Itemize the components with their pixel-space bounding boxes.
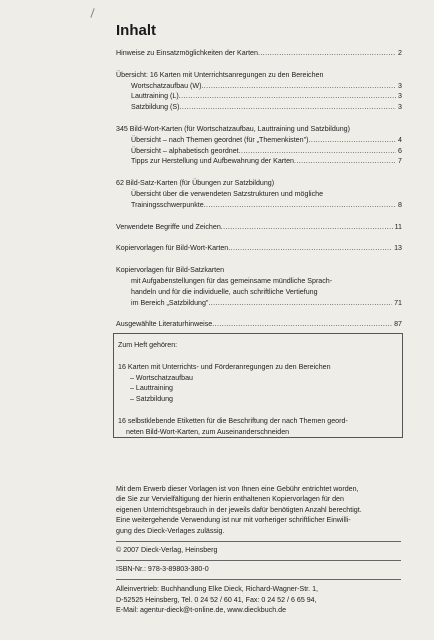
page-title: Inhalt	[116, 22, 156, 39]
box-list-item: – Wortschatzaufbau	[130, 373, 193, 382]
contents-box	[113, 333, 403, 438]
toc-page-number: 3	[398, 92, 402, 101]
toc-subentry-text: Tipps zur Herstellung und Aufbewahrung der Karten	[131, 157, 294, 166]
toc-subentry-text: Übersicht – alphabetisch geordnet	[131, 146, 239, 155]
box-paragraph: 16 selbstklebende Etiketten für die Beschriftung der nach Themen geord-	[118, 416, 348, 425]
toc-subentry-text: Satzbildung (S)	[131, 103, 180, 112]
legal-line: die Sie zur Vervielfältigung der hierin enthaltenen Kopiervorlagen für den	[116, 495, 344, 504]
box-list-item: – Lauttraining	[130, 384, 173, 393]
legal-line: Mit dem Erwerb dieser Vorlagen ist von Ihnen eine Gebühr entrichtet worden,	[116, 485, 359, 493]
toc-page-number: 2	[398, 49, 402, 57]
box-heading: Zum Heft gehören:	[118, 341, 178, 349]
toc-entry-text: Verwendete Begriffe und Zeichen	[116, 222, 221, 231]
toc-page-number: 13	[394, 244, 402, 253]
toc-subentry-text: im Bereich „Satzbildung"	[131, 298, 209, 307]
toc-entry	[116, 265, 402, 308]
toc-entry-text: Hinweise zu Einsatzmöglichkeiten der Karten	[116, 49, 258, 57]
legal-line: Eine weitergehende Verwendung ist nur mit vorheriger schriftlicher Einwilli-	[116, 516, 351, 525]
box-paragraph-continuation: neten Bild-Wort-Karten, zum Auseinanderschneiden	[126, 427, 290, 436]
toc-entry	[116, 124, 402, 167]
toc-subentry-text: handeln und für die individuelle, auch schriftliche Vertiefung	[131, 287, 318, 296]
toc-entry-heading: 62 Bild-Satz-Karten (für Übungen zur Satzbildung)	[116, 179, 275, 188]
toc-page-number: 3	[398, 103, 402, 112]
toc-page-number: 87	[394, 320, 402, 329]
legal-line: gung des Dieck-Verlages zulässig.	[116, 526, 225, 535]
table-of-contents	[116, 48, 402, 341]
toc-subentry-text: Übersicht – nach Themen geordnet (für „Themenkisten")	[131, 135, 309, 144]
toc-entry	[116, 70, 402, 113]
pencil-mark	[90, 8, 94, 18]
box-list-item: – Satzbildung	[130, 395, 173, 404]
divider	[116, 541, 401, 542]
toc-subentry-text: mit Aufgabenstellungen für das gemeinsame mündliche Sprach-	[131, 276, 333, 285]
legal-notice	[116, 484, 406, 536]
toc-subentry-text: Lauttraining (L)	[131, 92, 179, 101]
toc-entry-heading: 345 Bild-Wort-Karten (für Wortschatzaufbau, Lauttraining und Satzbildung)	[116, 124, 350, 133]
toc-page-number: 11	[394, 222, 402, 231]
toc-page-number: 71	[394, 298, 402, 307]
toc-subentry-text: Trainingsschwerpunkte	[131, 200, 204, 209]
toc-entry-text: Ausgewählte Literaturhinweise	[116, 320, 213, 329]
toc-entry-text: Kopiervorlagen für Bild-Wort-Karten	[116, 244, 229, 253]
address-line: Alleinvertrieb: Buchhandlung Elke Dieck, Richard-Wagner-Str. 1,	[116, 585, 319, 593]
copyright: © 2007 Dieck-Verlag, Heinsberg	[116, 546, 218, 554]
toc-entry	[116, 319, 402, 330]
legal-line: eigenen Unterrichtsgebrauch in der jeweils dafür benötigten Anzahl berechtigt.	[116, 505, 362, 514]
address-line: E-Mail: agentur-dieck@t-online.de, www.dieckbuch.de	[116, 606, 287, 615]
toc-subentry-text: Wortschatzaufbau (W)	[131, 81, 202, 90]
toc-page-number: 3	[398, 81, 402, 90]
toc-entry-heading: Kopiervorlagen für Bild-Satzkarten	[116, 266, 225, 275]
divider	[116, 579, 401, 580]
toc-entry	[116, 178, 402, 210]
divider	[116, 560, 401, 561]
toc-page-number: 4	[398, 135, 402, 144]
toc-page-number: 8	[398, 200, 402, 209]
toc-page-number: 7	[398, 157, 402, 166]
toc-entry-heading: Übersicht: 16 Karten mit Unterrichtsanregungen zu den Bereichen	[116, 70, 324, 79]
toc-subentry-text: Übersicht über die verwendeten Satzstrukturen und mögliche	[131, 189, 324, 198]
isbn: ISBN-Nr.: 978-3-89803-380-0	[116, 565, 209, 573]
toc-page-number: 6	[398, 146, 402, 155]
address-line: D-52525 Heinsberg, Tel. 0 24 52 / 60 41, Fax: 0 24 52 / 6 65 94,	[116, 595, 317, 604]
box-paragraph: 16 Karten mit Unterrichts- und Förderanregungen zu den Bereichen	[118, 362, 331, 371]
toc-entry	[116, 222, 402, 233]
toc-entry	[116, 48, 402, 59]
toc-entry	[116, 243, 402, 254]
publisher-address	[116, 584, 416, 616]
